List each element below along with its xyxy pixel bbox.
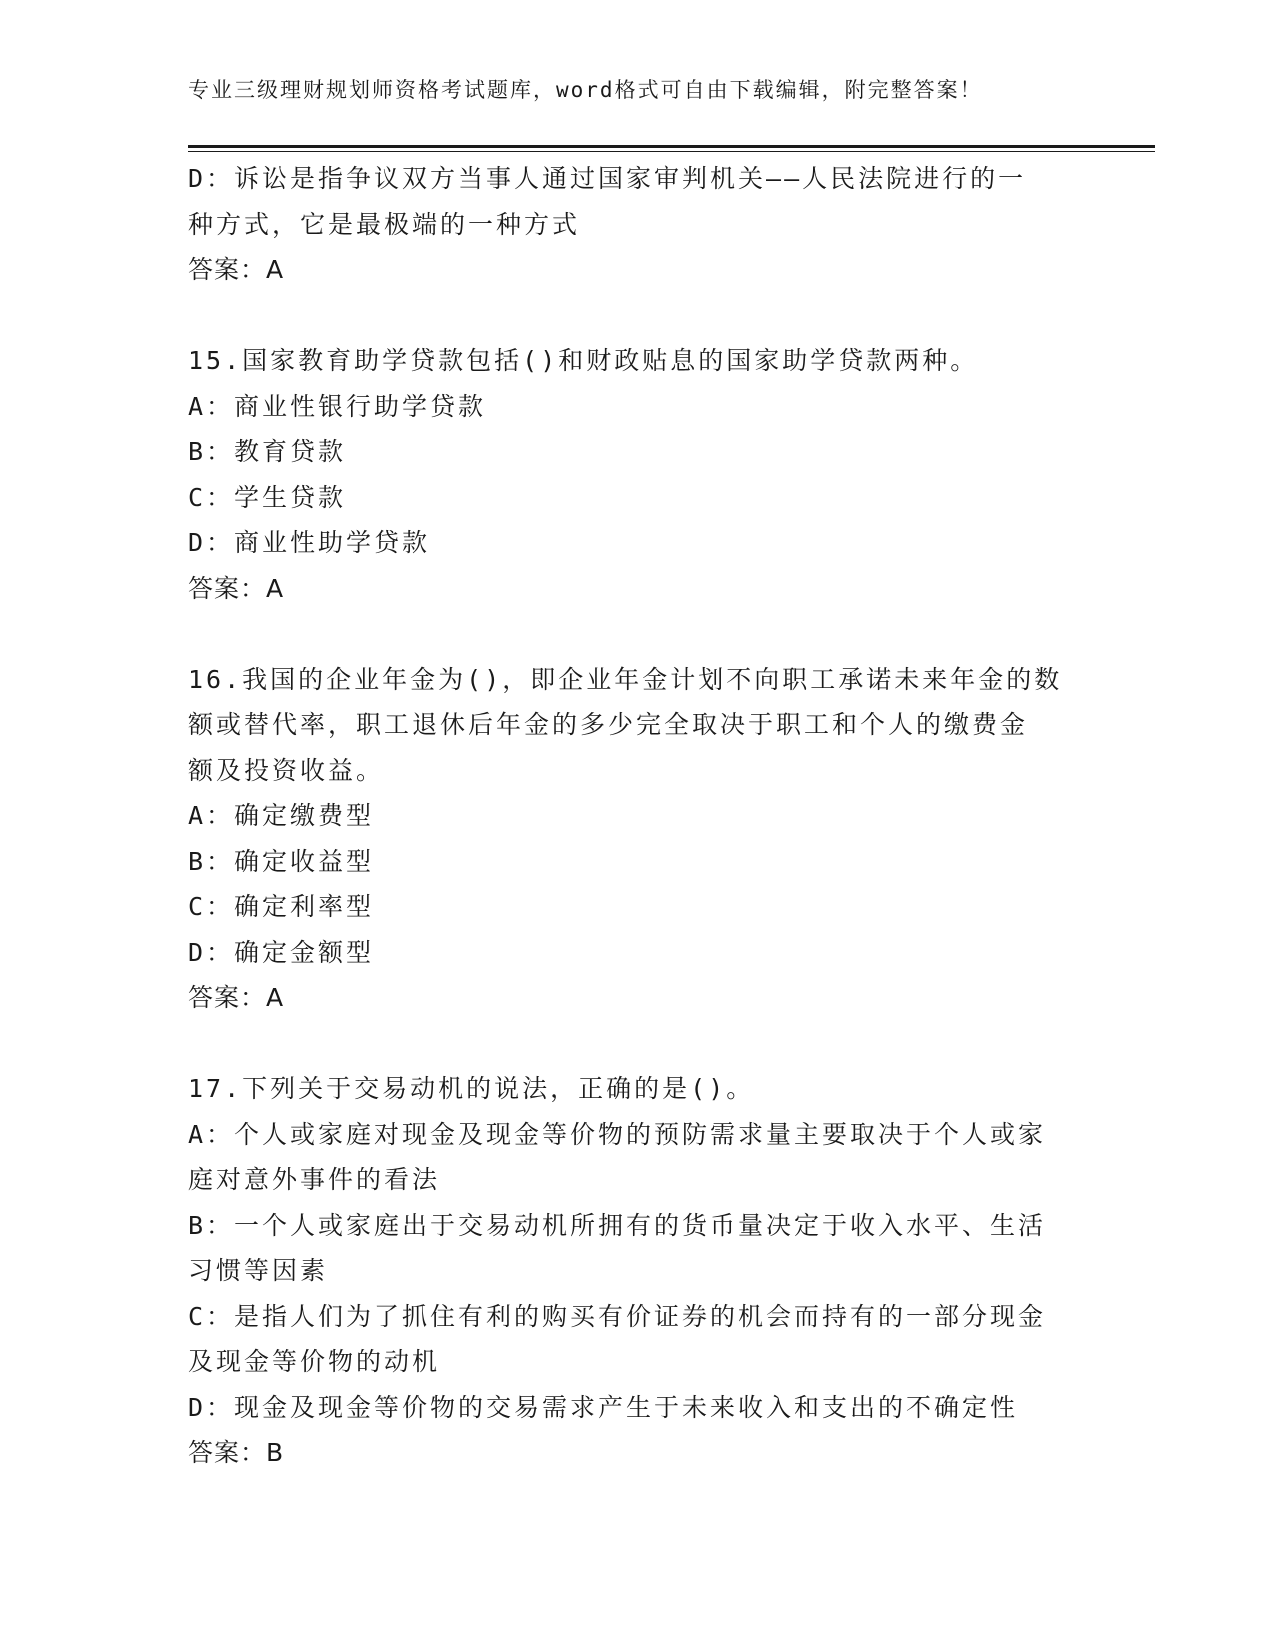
question-14-continued xyxy=(188,156,1088,293)
option-c: C：学生贷款 xyxy=(188,482,347,512)
option-a-continued: 庭对意外事件的看法 xyxy=(188,1165,441,1194)
question-stem-continued: 额及投资收益。 xyxy=(188,755,385,785)
option-b: B：确定收益型 xyxy=(188,846,375,876)
answer-line: 答案：A xyxy=(188,573,285,603)
spacer xyxy=(188,293,1088,339)
option-d: D：商业性助学贷款 xyxy=(188,528,431,557)
option-c: C：是指人们为了抓住有利的购买有价证券的机会而持有的一部分现金 xyxy=(188,1301,1047,1331)
option-a: A：确定缴费型 xyxy=(188,801,375,830)
option-c: C：确定利率型 xyxy=(188,892,375,921)
answer-line: 答案：A xyxy=(188,255,285,284)
question-stem: 15.国家教育助学贷款包括()和财政贴息的国家助学贷款两种。 xyxy=(188,346,979,375)
question-stem-continued: 额或替代率，职工退休后年金的多少完全取决于职工和个人的缴费金 xyxy=(188,710,1029,739)
option-a: A：商业性银行助学贷款 xyxy=(188,391,487,421)
header-divider-thick xyxy=(188,145,1155,148)
answer-line: 答案：A xyxy=(188,983,285,1012)
question-15 xyxy=(188,338,1088,611)
option-c-continued: 及现金等价物的动机 xyxy=(188,1347,441,1376)
option-d-continued: 种方式，它是最极端的一种方式 xyxy=(188,209,581,239)
option-a: A：个人或家庭对现金及现金等价物的预防需求量主要取决于个人或家 xyxy=(188,1119,1047,1149)
option-b: B：教育贷款 xyxy=(188,437,347,466)
option-b-continued: 习惯等因素 xyxy=(188,1256,329,1285)
answer-line: 答案：B xyxy=(188,1438,285,1467)
option-d: D：确定金额型 xyxy=(188,937,375,967)
header-divider-thin xyxy=(188,151,1155,152)
question-stem: 16.我国的企业年金为()，即企业年金计划不向职工承诺未来年金的数 xyxy=(188,664,1063,694)
question-stem: 17.下列关于交易动机的说法，正确的是()。 xyxy=(188,1074,755,1103)
spacer xyxy=(188,1021,1088,1067)
option-b: B：一个人或家庭出于交易动机所拥有的货币量决定于收入水平、生活 xyxy=(188,1210,1047,1240)
option-d: D：现金及现金等价物的交易需求产生于未来收入和支出的不确定性 xyxy=(188,1392,1019,1422)
question-17 xyxy=(188,1066,1088,1476)
spacer xyxy=(188,611,1088,657)
page-header: 专业三级理财规划师资格考试题库，word格式可自由下载编辑，附完整答案！ xyxy=(188,78,983,102)
question-list xyxy=(188,156,1088,1476)
question-16 xyxy=(188,657,1088,1021)
option-d: D：诉讼是指争议双方当事人通过国家审判机关——人民法院进行的一 xyxy=(188,164,1027,193)
